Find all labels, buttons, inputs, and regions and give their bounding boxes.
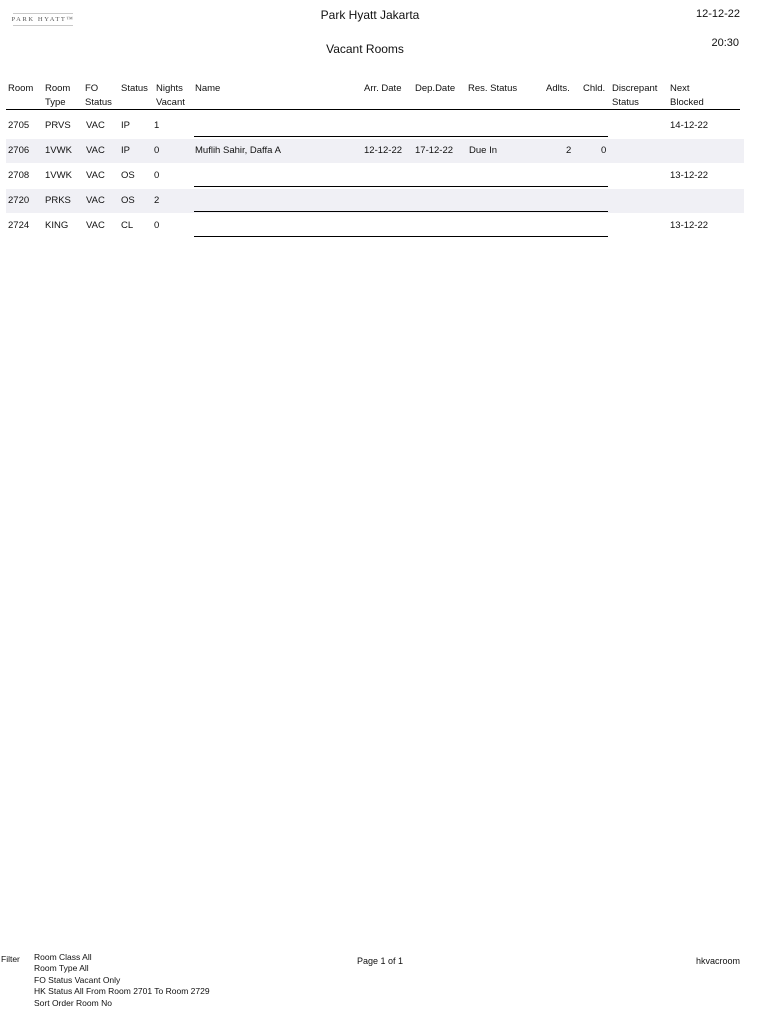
cell-room: 2708 — [8, 170, 30, 181]
column-header-room-type: Room Type — [45, 83, 71, 108]
filter-line: Room Type All — [34, 963, 89, 974]
filter-line: FO Status Vacant Only — [34, 974, 121, 985]
name-entry-line — [194, 211, 608, 212]
filter-line: Room Class All — [34, 952, 92, 962]
cell-room: 2724 — [8, 220, 30, 231]
column-header-next-blocked: Next Blocked — [670, 83, 704, 108]
column-header-dep-date: Dep.Date — [415, 83, 456, 94]
logo-bottom-rule — [13, 25, 73, 26]
table-row — [6, 214, 744, 238]
report-code: hkvacroom — [695, 956, 740, 966]
logo-text: PARK HYATT™ — [11, 15, 75, 23]
column-header-status: Status — [121, 83, 148, 94]
cell-next-blocked: 13-12-22 — [670, 220, 709, 231]
table-row — [6, 139, 744, 163]
table-row — [6, 114, 744, 138]
cell-room: 2720 — [8, 195, 30, 206]
cell-status: IP — [121, 120, 130, 131]
filter-label: Filter — [1, 954, 20, 964]
name-entry-line — [194, 236, 608, 237]
table-row — [6, 189, 744, 213]
cell-fo-status: VAC — [86, 145, 105, 156]
cell-res-status: Due In — [469, 145, 497, 156]
cell-status: IP — [121, 145, 130, 156]
cell-nights-vacant: 0 — [154, 145, 160, 156]
cell-room-type: 1VWK — [45, 145, 72, 156]
cell-dep-date: 17-12-22 — [415, 145, 454, 156]
name-entry-line — [194, 186, 608, 187]
cell-fo-status: VAC — [86, 120, 105, 131]
cell-nights-vacant: 1 — [154, 120, 160, 131]
column-header-discrepant-status: Discrepant Status — [612, 83, 658, 108]
page-number: Page 1 of 1 — [357, 956, 404, 966]
cell-nights-vacant: 0 — [154, 220, 160, 231]
report-time: 20:30 — [711, 37, 739, 49]
filter-line: Sort Order Room No — [34, 997, 112, 1008]
cell-name: Muflih Sahir, Daffa A — [195, 145, 281, 156]
cell-adults: 2 — [566, 145, 572, 156]
cell-nights-vacant: 2 — [154, 195, 160, 206]
column-header-arr-date: Arr. Date — [364, 83, 402, 94]
cell-fo-status: VAC — [86, 220, 105, 231]
column-header-fo-status: FO Status — [85, 83, 112, 108]
cell-next-blocked: 13-12-22 — [670, 170, 709, 181]
column-header-res-status: Res. Status — [468, 83, 518, 94]
filter-line: HK Status All From Room 2701 To Room 2729 — [34, 986, 210, 997]
filter-criteria — [34, 952, 210, 1009]
report-date: 12-12-22 — [695, 8, 740, 20]
cell-next-blocked: 14-12-22 — [670, 120, 709, 131]
column-header-name: Name — [195, 83, 221, 94]
column-header-nights-vacant: Nights Vacant — [156, 83, 185, 108]
cell-status: CL — [121, 220, 134, 231]
cell-status: OS — [121, 170, 135, 181]
name-entry-line — [194, 136, 608, 137]
header-rule — [6, 109, 740, 110]
column-header-adults: Adlts. — [546, 83, 570, 94]
cell-room: 2705 — [8, 120, 30, 131]
table-row — [6, 164, 744, 188]
cell-fo-status: VAC — [86, 170, 105, 181]
cell-room-type: KING — [45, 220, 69, 231]
column-header-room: Room — [8, 83, 34, 94]
cell-room: 2706 — [8, 145, 30, 156]
cell-fo-status: VAC — [86, 195, 105, 206]
cell-children: 0 — [601, 145, 607, 156]
cell-arr-date: 12-12-22 — [364, 145, 403, 156]
cell-room-type: 1VWK — [45, 170, 72, 181]
cell-room-type: PRVS — [45, 120, 71, 131]
cell-status: OS — [121, 195, 135, 206]
hotel-name: Park Hyatt Jakarta — [320, 8, 420, 22]
report-title: Vacant Rooms — [326, 42, 404, 56]
cell-nights-vacant: 0 — [154, 170, 160, 181]
cell-room-type: PRKS — [45, 195, 71, 206]
column-header-children: Chld. — [583, 83, 606, 94]
